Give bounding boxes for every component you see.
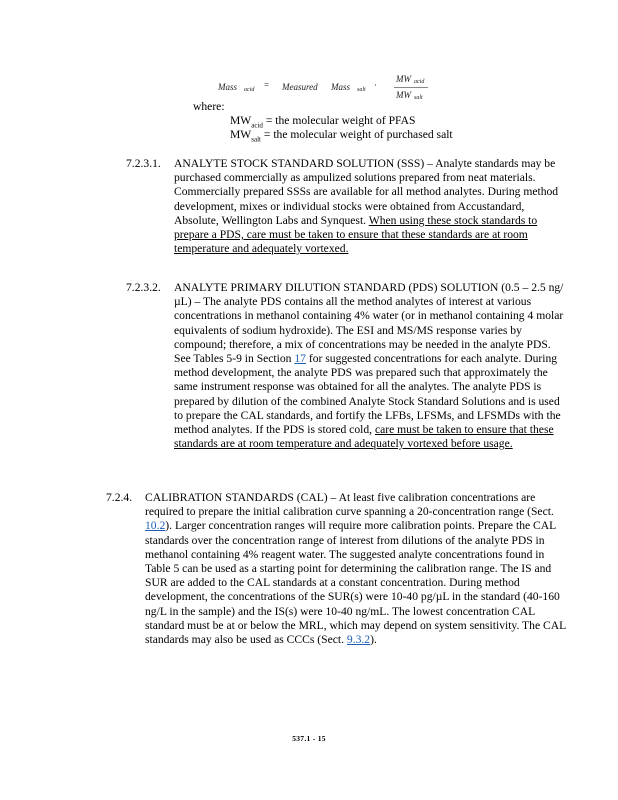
where-label: where: bbox=[193, 100, 225, 113]
text-run: ANALYTE PRIMARY DILUTION STANDARD (PDS) SOLUTION (0.5 – 2.5 ng/µL) – The analyte PDS contains all the method analytes of interest at various concentrations in methanol containing 4% water (or in methanol containing 4 molar equivalents of sodium hydroxide). The ESI and MS/MS response varies by compound; therefore, a mix of concentrations may be needed in the analyte PDS. See Tables 5-9 in Section bbox=[174, 281, 564, 366]
eq-sub-num: acid bbox=[414, 79, 425, 85]
eq-mw-denominator: MW bbox=[396, 90, 411, 100]
section-7232-body bbox=[174, 281, 569, 451]
eq-measured: Measured bbox=[282, 82, 318, 92]
definition-mw-salt bbox=[230, 128, 453, 147]
text-run: ). Larger concentration ranges will require more calibration points. Prepare the CAL standards over the concentration range of interest from dilutions of the analyte PDS in methanol containing 4% reagent water. The suggested analyte concentrations found in Table 5 can be used as a starting point for determining the calibration range. The IS and SUR are added to the CAL standards at a constant concentration. During method development, the concentrations of the SUR(s) were 10-40 pg/µL in the standard (40-160 ng/L in the sample) and the IS(s) were 10-40 ng/mL. The lowest concentration CAL standard must be at or below the MRL, which may depend on system sensitivity. The CAL standards may also be used as CCCs (Sect. bbox=[145, 519, 566, 647]
mw-text: MW bbox=[230, 128, 252, 141]
eq-mass-acid: Mass bbox=[218, 82, 238, 92]
eq-sub-acid: acid bbox=[244, 87, 255, 93]
section-link[interactable]: 17 bbox=[294, 352, 306, 366]
text-run: CALIBRATION STANDARDS (CAL) – At least five calibration concentrations are required to prepare the initial calibration curve spanning a 20-concentration range (Sect. bbox=[145, 491, 554, 519]
section-link[interactable]: 9.3.2 bbox=[346, 633, 371, 647]
underlined-text: When using these stock standards to prepare a PDS, care must be taken to ensure that these standards are at room temperature and adequately vortexed. bbox=[174, 213, 538, 256]
acid-def: = the molecular weight of PFAS bbox=[262, 114, 416, 127]
salt-sub: salt bbox=[251, 135, 261, 144]
text-run: ANALYTE STOCK STANDARD SOLUTION (SSS) – Analyte standards may be purchased commercially as ampulized solutions prepared from neat materials. Commercially prepared SSSs are available for all method analytes. During method development, mixes or individual stocks were obtained from Accustandard, Absolute, Wellington Labs and Synquest. bbox=[174, 157, 559, 227]
eq-sub-den: salt bbox=[414, 95, 423, 101]
eq-sub-salt: salt bbox=[357, 87, 366, 93]
page-footer: 537.1 - 15 bbox=[292, 734, 326, 743]
text-run: for suggested concentrations for each analyte. During method development, the analyte PDS was prepared such that approximately the same instrument response was obtained for all the analytes. The analyte PDS is prepared by dilution of the combined Analyte Stock Standard Solutions and is used to prepare the CAL standards, and fortify the LFBs, LFSMs, and LFSMDs with the method analytes. If the PDS is stored cold, bbox=[174, 352, 561, 437]
mw-text: MW bbox=[230, 114, 252, 127]
acid-sub: acid bbox=[251, 121, 263, 130]
section-724-body bbox=[145, 491, 569, 647]
eq-mass-salt: Mass bbox=[331, 82, 351, 92]
section-link[interactable]: 10.2 bbox=[145, 519, 166, 533]
salt-def: = the molecular weight of purchased salt bbox=[261, 128, 453, 141]
text-run: ). bbox=[370, 633, 377, 647]
section-number-724: 7.2.4. bbox=[106, 491, 133, 504]
underlined-text: care must be taken to ensure that these standards are at room temperature and adequately vortexed before usage. bbox=[174, 423, 554, 451]
eq-fraction-bar bbox=[394, 87, 428, 88]
eq-equals: = bbox=[264, 80, 270, 90]
section-7231-body bbox=[174, 157, 569, 256]
section-number-7232: 7.2.3.2. bbox=[126, 281, 161, 294]
eq-mw-numerator: MW bbox=[396, 74, 411, 84]
eq-times: · bbox=[374, 80, 377, 90]
section-number-7231: 7.2.3.1. bbox=[126, 157, 161, 170]
